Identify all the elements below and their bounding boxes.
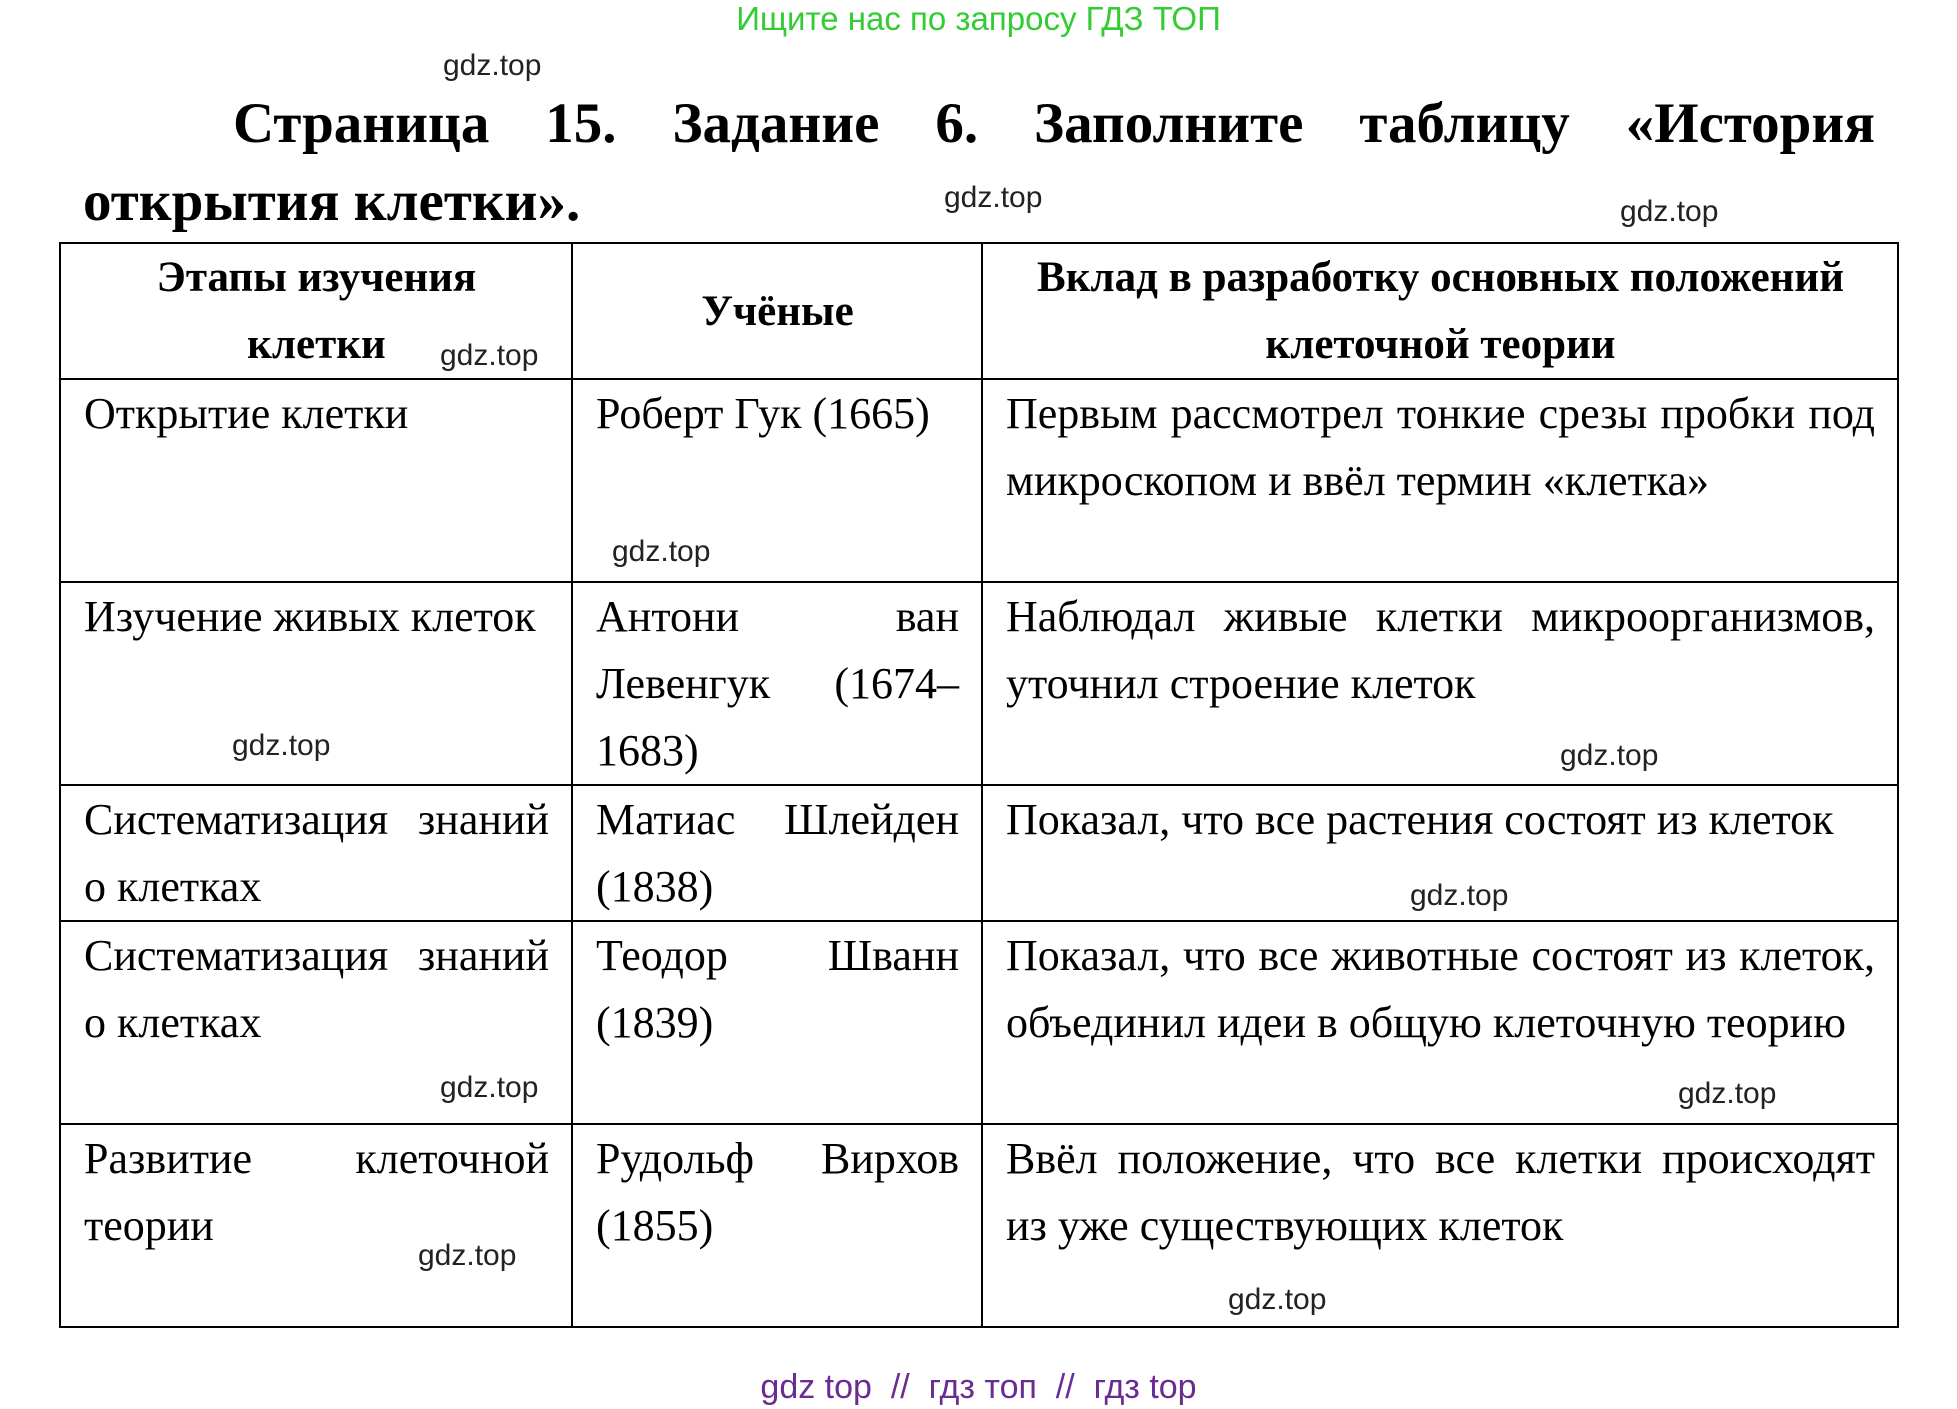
contribution-cell: Показал, что все растения состоят из клеток <box>982 785 1898 921</box>
watermark: gdz.top <box>1410 879 1509 912</box>
watermark: gdz.top <box>418 1239 517 1272</box>
page-title: Страница 15. Задание 6. Заполните таблицу «История открытия клетки». <box>83 92 1875 233</box>
scientist-cell: Роберт Гук (1665) <box>572 379 982 582</box>
top-banner[interactable]: Ищите нас по запросу ГДЗ ТОП <box>736 0 1221 37</box>
stage-cell: Изучение живых клеток <box>60 582 572 785</box>
watermark: gdz.top <box>1228 1283 1327 1316</box>
scientist-cell: Матиас Шлейден (1838) <box>572 785 982 921</box>
footer-links[interactable]: gdz top // гдз топ // гдз top <box>760 1368 1197 1406</box>
contribution-cell: Наблюдал живые клетки микроорганизмов, уточнил строение клеток <box>982 582 1898 785</box>
stage-cell: Систематизация знаний о клетках <box>60 921 572 1124</box>
stage-cell: Систематизация знаний о клетках <box>60 785 572 921</box>
contribution-cell: Ввёл положение, что все клетки происходят из уже существующих клеток <box>982 1124 1898 1327</box>
stage-cell: Развитие клеточной теории <box>60 1124 572 1327</box>
watermark: gdz.top <box>443 49 542 82</box>
scientist-cell: Рудольф Вирхов (1855) <box>572 1124 982 1327</box>
header-scientists: Учёные <box>572 243 982 379</box>
cell-history-table <box>59 242 1899 1328</box>
scientist-cell: Антони ван Левенгук (1674–1683) <box>572 582 982 785</box>
watermark: gdz.top <box>1678 1077 1777 1110</box>
table-row <box>60 379 1898 582</box>
table-header-row <box>60 243 1898 379</box>
watermark: gdz.top <box>944 181 1043 214</box>
watermark: gdz.top <box>440 339 539 372</box>
table-row <box>60 785 1898 921</box>
header-stages: Этапы изучения клетки <box>60 243 572 379</box>
contribution-cell: Первым рассмотрел тонкие срезы пробки под микроскопом и ввёл термин «клетка» <box>982 379 1898 582</box>
table-row <box>60 921 1898 1124</box>
scientist-cell: Теодор Шванн (1839) <box>572 921 982 1124</box>
stage-cell: Открытие клетки <box>60 379 572 582</box>
watermark: gdz.top <box>612 535 711 568</box>
table-row <box>60 1124 1898 1327</box>
watermark: gdz.top <box>1620 195 1719 228</box>
watermark: gdz.top <box>440 1071 539 1104</box>
watermark: gdz.top <box>232 729 331 762</box>
contribution-cell: Показал, что все животные состоят из клеток, объединил идеи в общую клеточную теорию <box>982 921 1898 1124</box>
header-contribution: Вклад в разработку основных положений клеточной теории <box>982 243 1898 379</box>
watermark: gdz.top <box>1560 739 1659 772</box>
